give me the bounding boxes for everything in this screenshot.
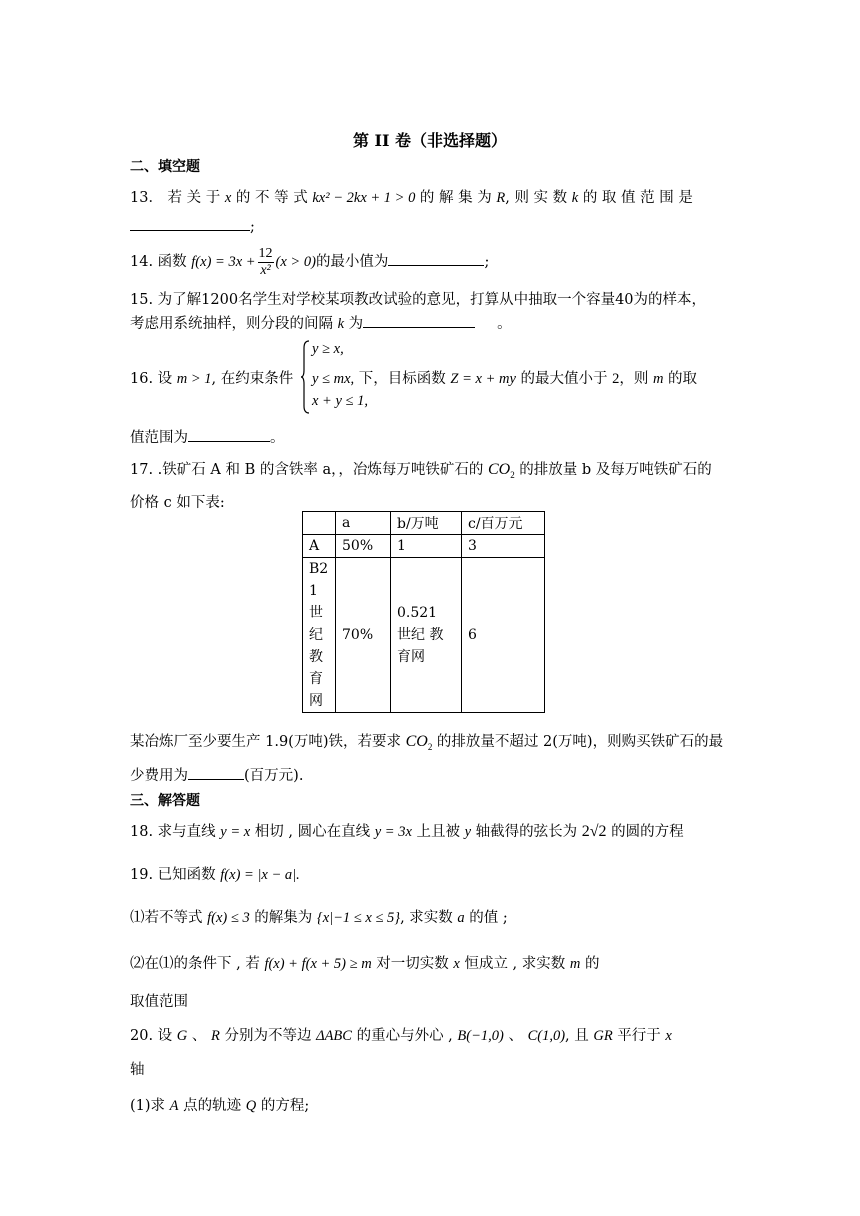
constraint-3: x + y ≤ 1, bbox=[312, 393, 368, 409]
question-16-lead: 16. 设 m > 1, 在约束条件 bbox=[130, 371, 294, 387]
question-19-part2: ⑵在⑴的条件下 , 若 f(x) + f(x + 5) ≥ m 对一切实数 x 恒成立 , 求实数 m 的 bbox=[130, 956, 600, 972]
table-cell: B21世纪教育网 bbox=[303, 558, 336, 713]
question-19-part2-line2: 取值范围 bbox=[130, 994, 188, 1010]
question-17-line3: 某冶炼厂至少要生产 1.9(万吨)铁，若要求 $CO_2$ 的排放量不超过 2(万吨)，则购买铁矿石的最 bbox=[130, 733, 724, 752]
question-13: 13． 若 关 于 x 的 不 等 式 kx² − 2kx + 1 > 0 的 解 集 为 R, 则 实 数 k 的 取 值 范 围 是 bbox=[130, 190, 693, 206]
brace-icon bbox=[300, 340, 310, 414]
table-row bbox=[303, 558, 545, 713]
section-heading-answers: 三、解答题 bbox=[130, 793, 200, 809]
table-cell: 1 bbox=[391, 535, 462, 558]
answer-blank[interactable] bbox=[188, 427, 270, 442]
question-20-part1: (1)求 A 点的轨迹 Q 的方程; bbox=[130, 1098, 310, 1114]
table-cell: b/万吨 bbox=[391, 512, 462, 535]
question-18: 18. 求与直线 y = x 相切 , 圆心在直线 y = 3x 上且被 y 轴截得的弦长为 2√2 的圆的方程 bbox=[130, 823, 684, 840]
question-17-line1: 17. .铁矿石 A 和 B 的含铁率 a，，冶炼每万吨铁矿石的 $CO_2$ 的排放量 b 及每万吨铁矿石的 bbox=[130, 461, 712, 480]
question-17-line2: 价格 c 如下表: bbox=[130, 495, 225, 511]
question-19: 19. 已知函数 f(x) = |x − a|. bbox=[130, 867, 300, 883]
table-cell: 0.521 世纪 教 育网 bbox=[391, 558, 462, 713]
page-title: 第 II 卷（非选择题） bbox=[352, 131, 508, 150]
question-15-line1: 15. 为了解1200名学生对学校某项教改试验的意见，打算从中抽取一个容量40为的样本， bbox=[130, 292, 707, 308]
question-19-part1: ⑴若不等式 f(x) ≤ 3 的解集为 {x|−1 ≤ x ≤ 5}, 求实数 a 的值 ; bbox=[130, 910, 508, 926]
constraint-1: y ≥ x, bbox=[312, 341, 344, 357]
question-14: 14. 函数 f(x) = 3x + $\frac{12}{\text{x²}}$ (x > 0)的最小值为 ; bbox=[130, 245, 490, 278]
answer-blank[interactable] bbox=[130, 216, 250, 231]
question-20-line2: 轴 bbox=[130, 1062, 145, 1078]
question-17-line4: 少费用为 (百万元). bbox=[130, 764, 303, 785]
question-16: y ≤ mx, 下，目标函数 Z = x + my 的最大值小于 2，则 m 的取 bbox=[312, 371, 698, 387]
answer-blank[interactable] bbox=[188, 765, 244, 780]
section-heading-fill-in: 二、填空题 bbox=[130, 159, 200, 175]
ore-table bbox=[302, 511, 545, 713]
question-16-line2: 值范围为 。 bbox=[130, 426, 285, 447]
fraction: $\frac{12}{\text{x²}}$ bbox=[258, 245, 273, 278]
table-cell: a bbox=[336, 512, 391, 535]
question-13-blank: ; bbox=[130, 216, 255, 235]
table-cell: 50% bbox=[336, 535, 391, 558]
table-cell: 3 bbox=[462, 535, 545, 558]
table-cell: c/百万元 bbox=[462, 512, 545, 535]
table-header-row bbox=[303, 512, 545, 535]
question-20: 20. 设 G 、 R 分别为不等边 ΔABC 的重心与外心 , B(−1,0) 、 C(1,0), 且 GR 平行于 x bbox=[130, 1028, 672, 1044]
table-cell: A bbox=[303, 535, 336, 558]
answer-blank[interactable] bbox=[363, 313, 475, 328]
table-cell: 70% bbox=[336, 558, 391, 713]
table-cell bbox=[303, 512, 336, 535]
question-15-line2: 考虑用系统抽样，则分段的间隔 k 为 。 bbox=[130, 312, 512, 333]
table-cell: 6 bbox=[462, 558, 545, 713]
table-row bbox=[303, 535, 545, 558]
answer-blank[interactable] bbox=[388, 251, 484, 266]
